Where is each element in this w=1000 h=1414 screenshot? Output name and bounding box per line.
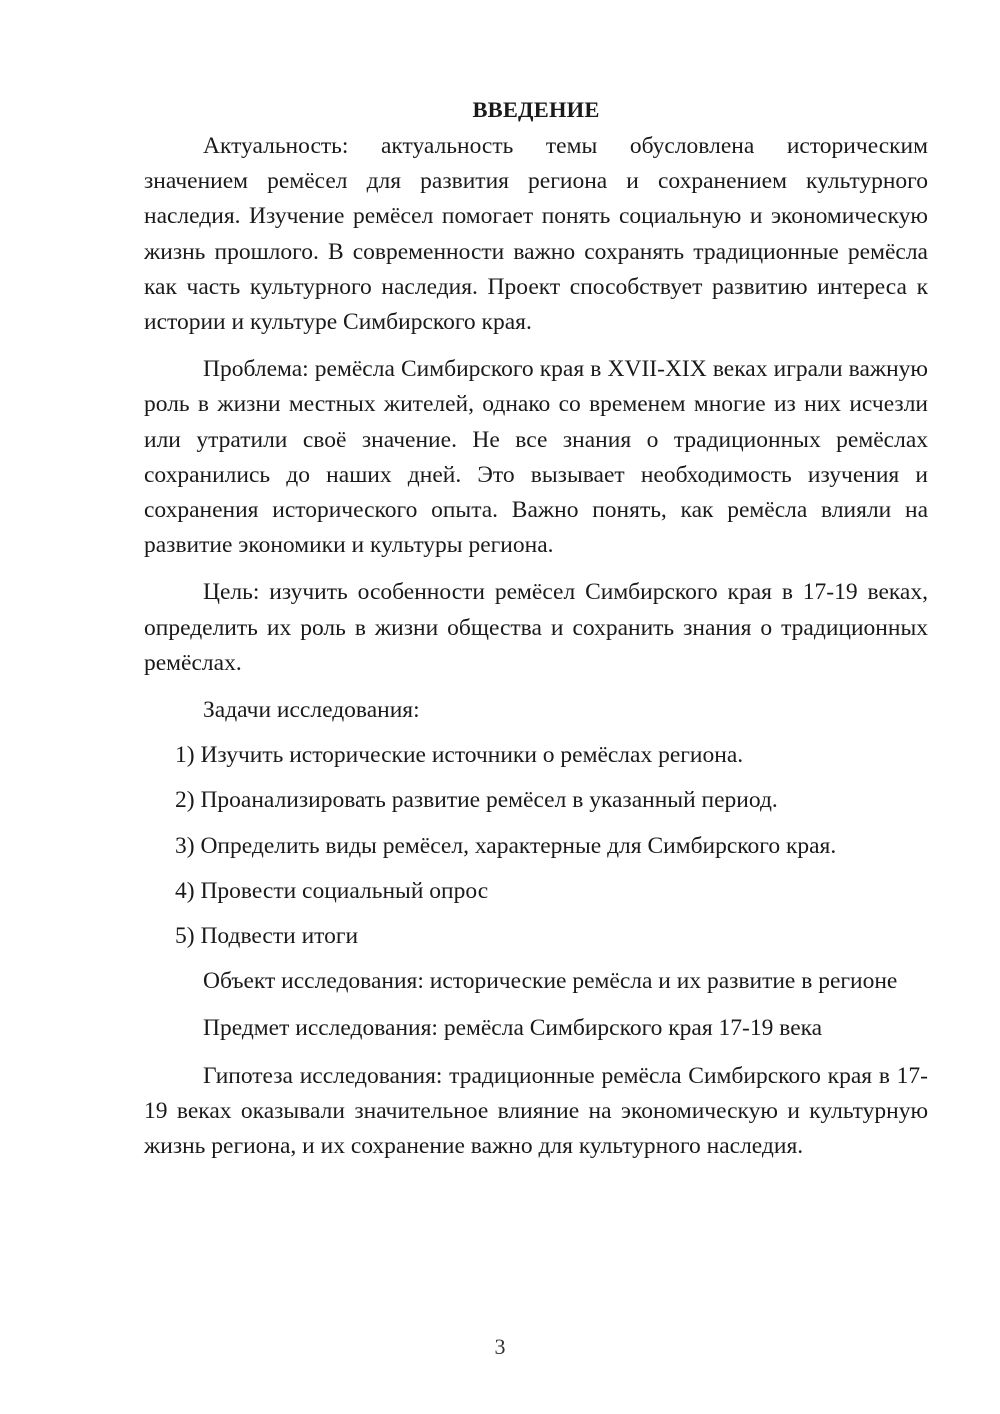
problem-paragraph: Проблема: ремёсла Симбирского края в XVII-XIX веках играли важную роль в жизни местных жителей, однако со временем многие из них исчезли или утратили своё значение. Не все знания о традиционных ремёслах сохранились до наших дней. Это вызывает необходимость изучения и сохранения исторического опыта. Важно понять, как ремёсла влияли на развитие экономики и культуры региона. [144,356,928,559]
section-heading: ВВЕДЕНИЕ [472,97,600,122]
task-item: 4) Провести социальный опрос [175,877,489,904]
task-item: 3) Определить виды ремёсел, характерные для Симбирского края. [175,832,837,859]
subject-paragraph: Предмет исследования: ремёсла Симбирского края 17-19 века [203,1015,823,1042]
object-paragraph: Объект исследования: исторические ремёсла и их развитие в регионе [203,968,898,995]
task-item: 5) Подвести итоги [175,923,359,950]
tasks-title: Задачи исследования: [203,697,420,724]
relevance-paragraph: Актуальность: актуальность темы обусловлена историческим значением ремёсел для развития региона и сохранением культурного наследия. Изучение ремёсел помогает понять социальную и экономическую жизнь прошлого. В современности важно сохранять традиционные ремёсла как часть культурного наследия. Проект способствует развитию интереса к истории и культуре Симбирского края. [144,133,928,336]
hypothesis-paragraph: Гипотеза исследования: традиционные ремёсла Симбирского края в 17-19 веках оказывали значительное влияние на экономическую и культурную жизнь региона, и их сохранение важно для культурного наследия. [144,1062,928,1160]
document-page [144,92,928,1164]
task-item: 1) Изучить исторические источники о ремёслах региона. [175,742,744,769]
task-item: 2) Проанализировать развитие ремёсел в указанный период. [175,787,778,814]
tasks-list [144,738,928,954]
page-number: 3 [494,1334,506,1359]
goal-paragraph: Цель: изучить особенности ремёсел Симбирского края в 17-19 веках, определить их роль в жизни общества и сохранить знания о традиционных ремёслах. [144,579,928,676]
